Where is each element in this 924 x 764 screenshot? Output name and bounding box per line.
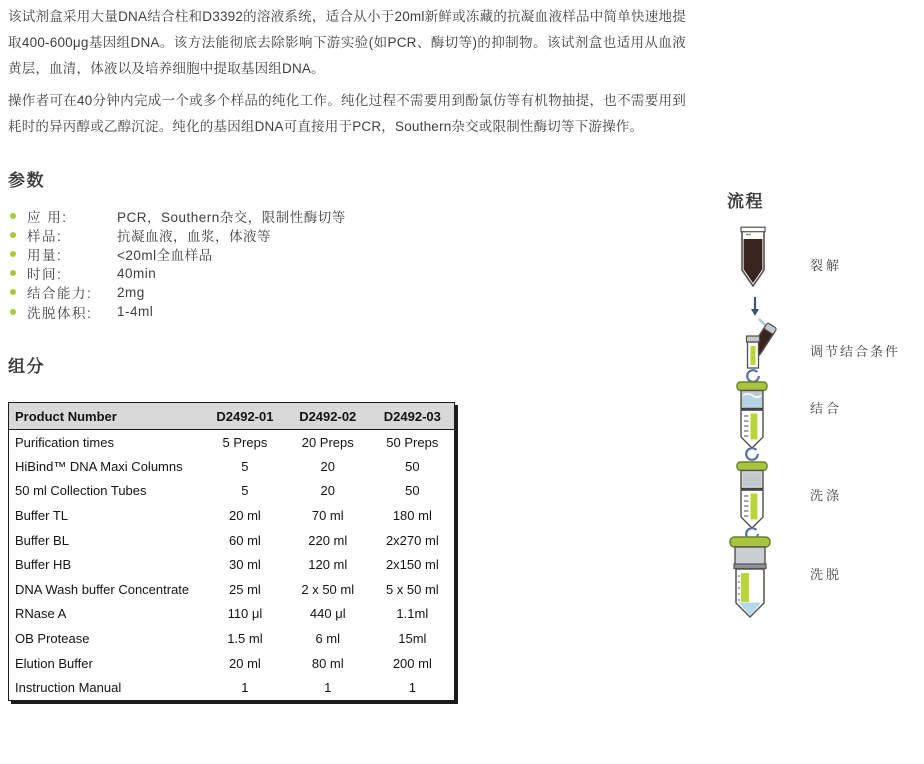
- table-row: [9, 602, 455, 627]
- flow-step-label-elute: 洗脱: [810, 567, 843, 582]
- transfer-pour-icon: [741, 296, 789, 384]
- parameter-item-binding-capacity: [8, 283, 346, 302]
- table-cell: DNA Wash buffer Concentrate: [15, 581, 190, 597]
- table-cell: 5: [241, 458, 249, 474]
- table-row: [9, 651, 455, 676]
- elution-tube-icon: [727, 536, 773, 622]
- intro-paragraph-2: 操作者可在40分钟内完成一个或多个样品的纯化工作。纯化过程不需要用到酚氯仿等有机物抽提，也不需要用到耗时的异丙醇或乙醇沉淀。纯化的基因组DNA可直接用于PCR，Southern杂交或限制性酶切等下游操作。: [8, 93, 686, 134]
- table-row: [9, 454, 455, 479]
- table-cell: 1: [241, 679, 249, 695]
- components-table: [8, 402, 455, 701]
- table-cell: 70 ml: [311, 508, 344, 524]
- components-section-title: 组分: [8, 357, 45, 376]
- table-cell: 20 ml: [229, 508, 261, 524]
- parameter-label: 应 用:: [27, 209, 68, 225]
- table-cell: 440 μl: [309, 606, 346, 622]
- parameter-item-application: [8, 206, 346, 225]
- table-cell: OB Protease: [15, 631, 90, 647]
- table-row: [9, 503, 455, 528]
- table-cell: 20 ml: [229, 655, 261, 671]
- table-cell: 60 ml: [229, 532, 261, 548]
- table-cell: Purification times: [15, 434, 114, 450]
- bind-column-icon: [733, 381, 771, 461]
- bullet-icon: [10, 213, 16, 219]
- table-cell: 180 ml: [392, 508, 432, 524]
- table-cell: 2 x 50 ml: [301, 581, 355, 597]
- table-cell: 5 x 50 ml: [385, 581, 439, 597]
- table-cell: RNase A: [15, 606, 67, 622]
- parameter-value: 40min: [117, 265, 157, 281]
- table-cell: 50 ml Collection Tubes: [15, 483, 147, 499]
- flow-step-label-bind: 结合: [810, 401, 843, 416]
- parameter-item-time: [8, 264, 346, 283]
- table-cell: 30 ml: [229, 557, 261, 573]
- table-cell: Instruction Manual: [15, 679, 122, 695]
- table-row: [9, 430, 455, 455]
- table-cell: 1.5 ml: [227, 631, 263, 647]
- flow-step-label-adjust-binding: 调节结合条件: [810, 344, 901, 359]
- column-header: D2492-03: [371, 403, 455, 430]
- table-row: [9, 675, 455, 700]
- parameter-label: 结合能力:: [27, 286, 93, 302]
- table-header-row: [9, 403, 455, 430]
- bullet-icon: [10, 251, 16, 257]
- table-cell: Buffer HB: [15, 557, 72, 573]
- table-cell: 20: [320, 483, 335, 499]
- table-row: [9, 577, 455, 602]
- table-row: [9, 528, 455, 553]
- table-cell: 110 μl: [227, 606, 263, 622]
- table-row: [9, 626, 455, 651]
- parameters-list: [8, 206, 346, 321]
- table-cell: Buffer BL: [15, 532, 69, 548]
- parameter-value: 抗凝血液，血浆，体液等: [117, 228, 271, 244]
- table-cell: 20: [320, 458, 335, 474]
- parameters-section-title: 参数: [8, 171, 45, 190]
- table-cell: 1: [408, 679, 416, 695]
- table-cell: Buffer TL: [15, 508, 68, 524]
- table-cell: 15ml: [398, 631, 427, 647]
- table-cell: 2x150 ml: [385, 557, 439, 573]
- table-row: [9, 479, 455, 504]
- parameter-value: 1-4ml: [117, 304, 154, 320]
- table-cell: 50: [405, 483, 420, 499]
- parameter-label: 时间:: [27, 267, 63, 283]
- flow-step-label-lysis: 裂解: [810, 258, 843, 273]
- table-cell: 50: [405, 458, 420, 474]
- table-cell: 2x270 ml: [385, 532, 439, 548]
- parameter-item-elution-volume: [8, 302, 346, 321]
- parameter-value: <20ml全血样品: [117, 247, 213, 263]
- wash-column-icon: [733, 461, 771, 541]
- table-cell: 1: [324, 679, 332, 695]
- bullet-icon: [10, 270, 16, 276]
- parameter-label: 样品:: [27, 228, 63, 244]
- table-cell: Elution Buffer: [15, 655, 93, 671]
- column-header: D2492-02: [285, 403, 371, 430]
- bullet-icon: [10, 289, 16, 295]
- table-cell: 25 ml: [229, 581, 261, 597]
- process-section-title: 流程: [727, 192, 764, 211]
- table-cell: 5: [241, 483, 249, 499]
- column-header: D2492-01: [205, 403, 285, 430]
- table-row: [9, 552, 455, 577]
- parameter-label: 洗脱体积:: [27, 305, 93, 321]
- parameter-item-sample: [8, 225, 346, 244]
- table-cell: 220 ml: [308, 532, 348, 548]
- table-cell: HiBind™ DNA Maxi Columns: [15, 458, 183, 474]
- parameter-value: PCR，Southern杂交，限制性酶切等: [117, 209, 346, 225]
- table-cell: 5 Preps: [222, 434, 268, 450]
- flow-step-label-wash: 洗涤: [810, 488, 843, 503]
- table-cell: 6 ml: [315, 631, 341, 647]
- bullet-icon: [10, 309, 16, 315]
- table-cell: 20 Preps: [301, 434, 354, 450]
- bullet-icon: [10, 232, 16, 238]
- table-cell: 200 ml: [392, 655, 432, 671]
- parameter-label: 用量:: [27, 247, 63, 263]
- intro-paragraph-1: 该试剂盒采用大量DNA结合柱和D3392的溶液系统，适合从小于20ml新鲜或冻藏的抗凝血液样品中简单快速地提取400-600μg基因组DNA。该方法能彻底去除影响下游实验(如PCR、酶切等)的抑制物。该试剂盒也适用从血液黄层，血清，体液以及培养细胞中提取基因组DNA。: [8, 9, 686, 76]
- column-header: Product Number: [9, 403, 206, 430]
- table-cell: 50 Preps: [386, 434, 439, 450]
- table-cell: 120 ml: [308, 557, 348, 573]
- parameter-value: 2mg: [117, 284, 145, 300]
- lysis-tube-icon: [737, 226, 769, 296]
- parameter-item-amount: [8, 244, 346, 263]
- table-cell: 1.1ml: [396, 606, 429, 622]
- table-cell: 80 ml: [311, 655, 344, 671]
